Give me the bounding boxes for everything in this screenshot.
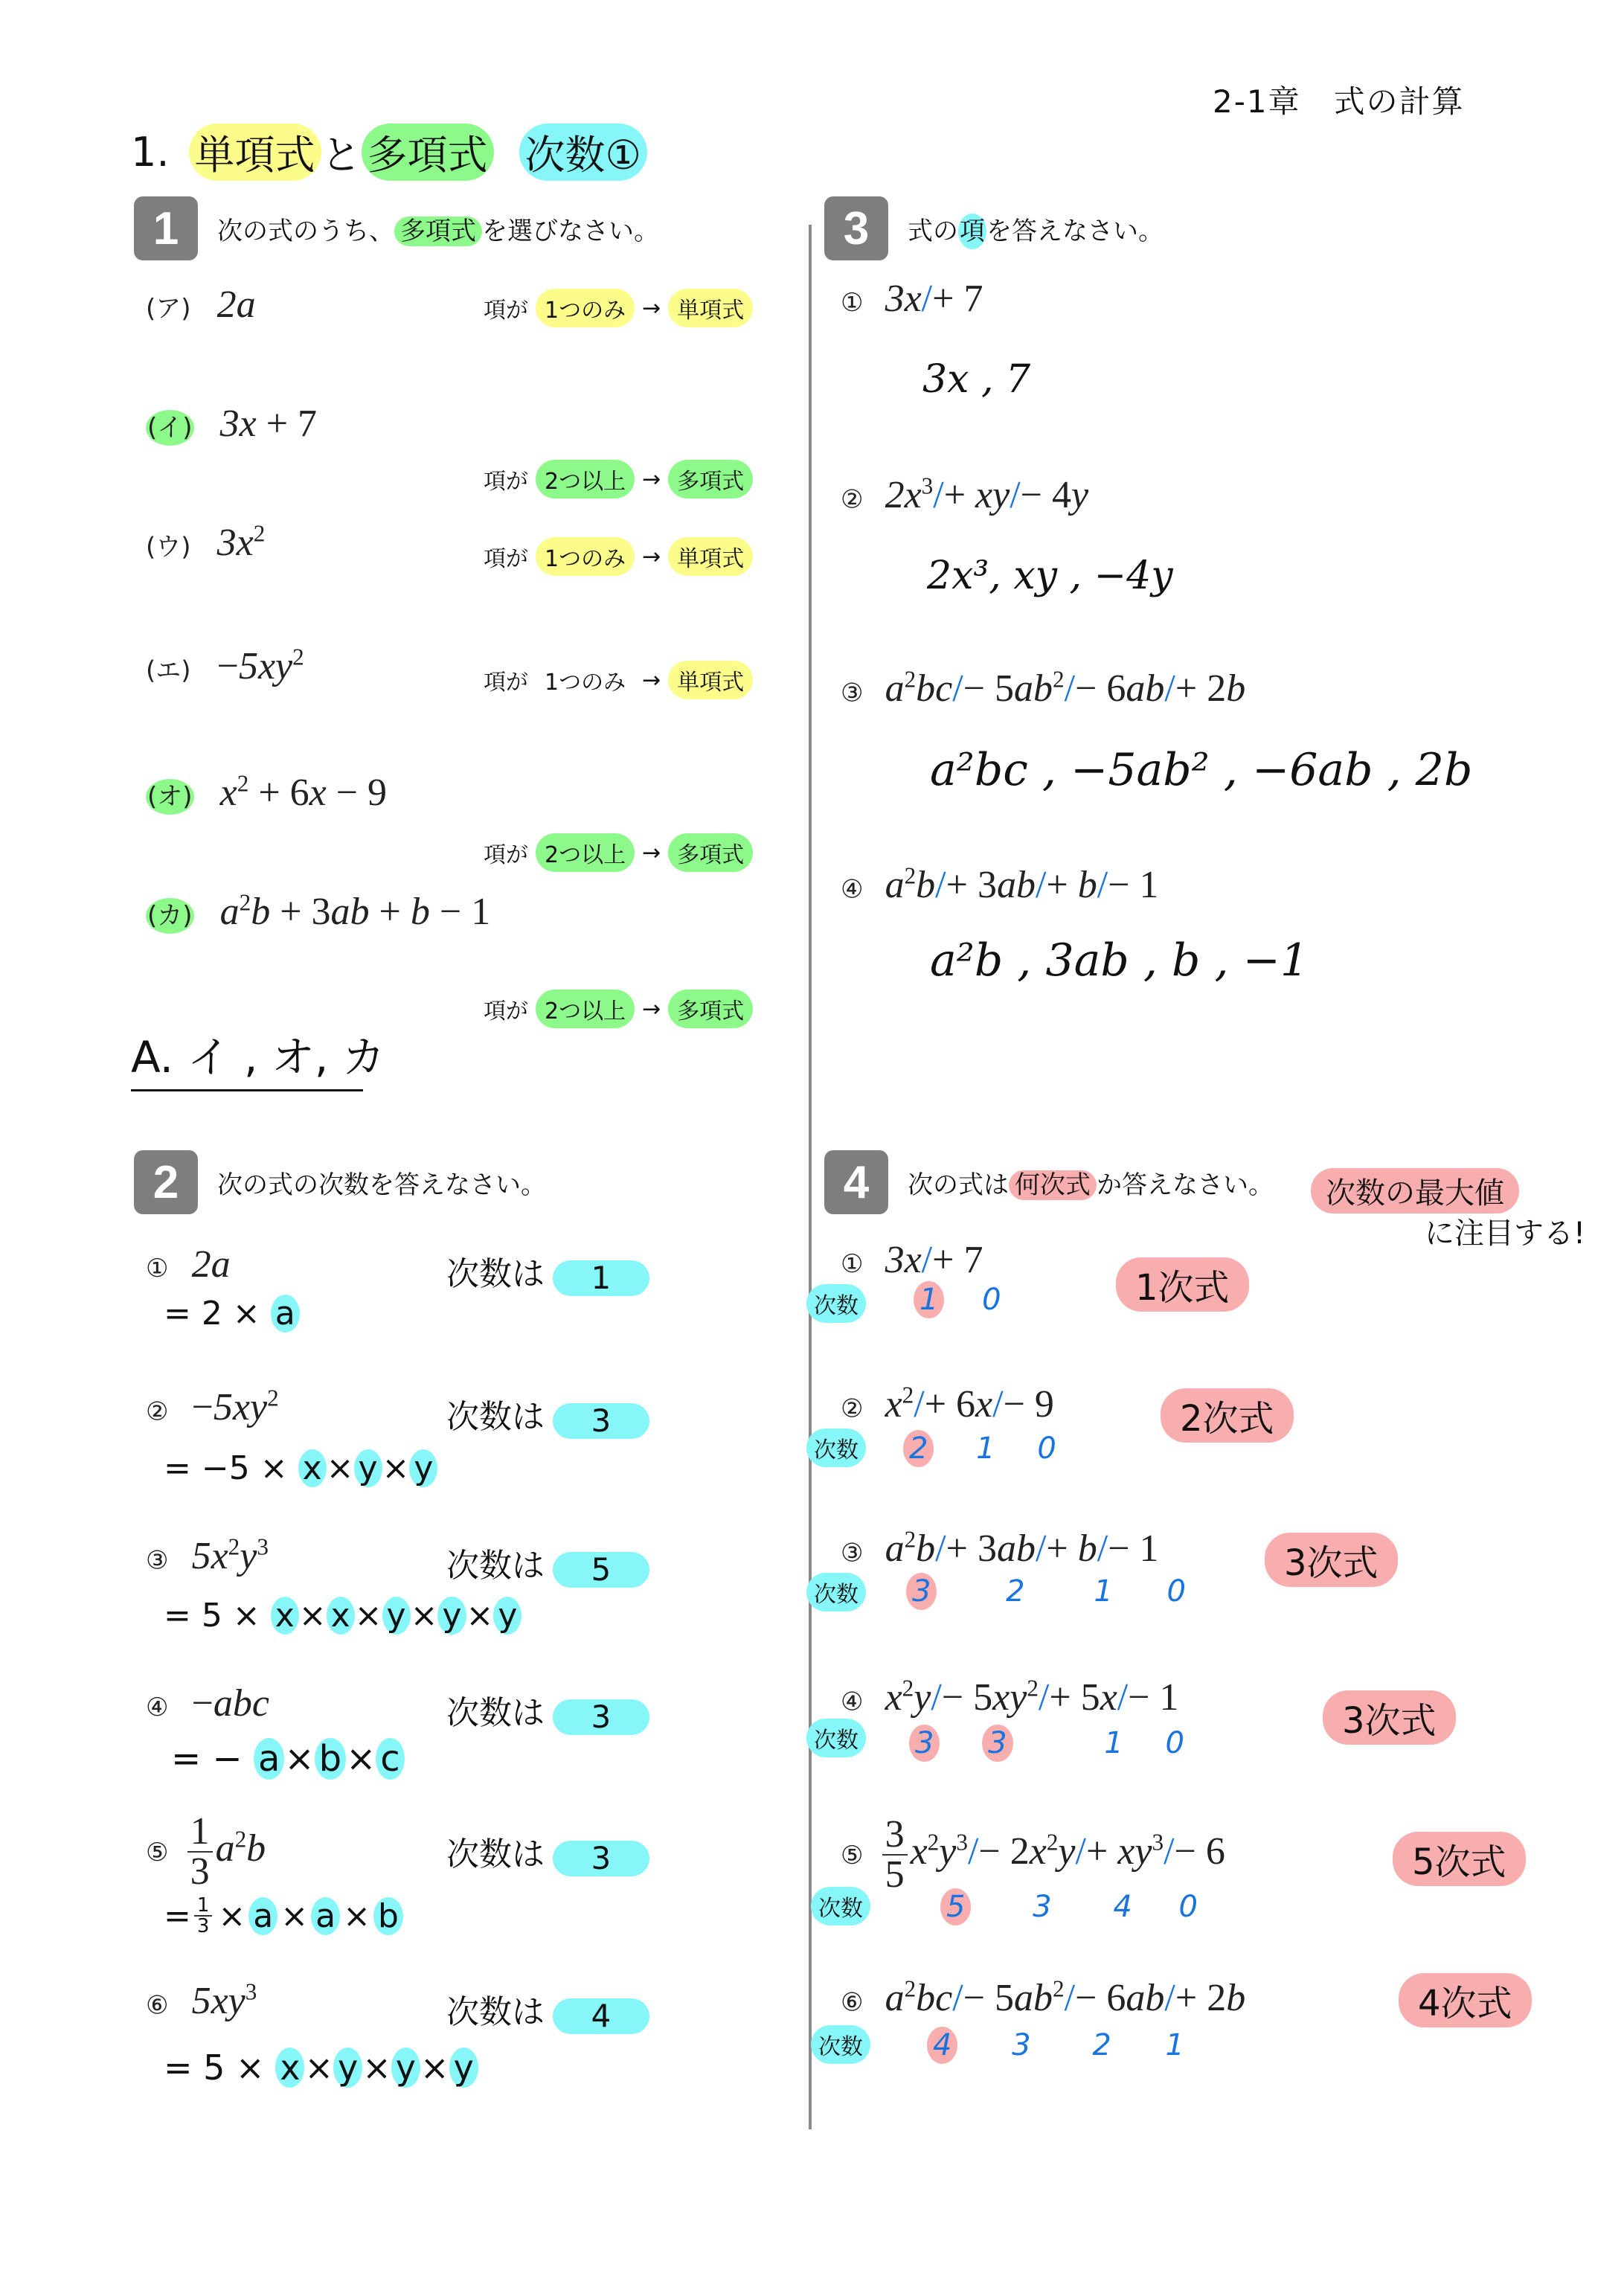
item-number: ① — [146, 1254, 169, 1283]
degree: 1 — [1165, 2028, 1184, 2062]
q2-degree-1 — [446, 1247, 649, 1296]
q1-item-u — [146, 521, 265, 565]
item-expr: $x^2/+ 6x/- 9$ — [885, 1382, 1054, 1426]
item-label: (イ) — [146, 410, 194, 446]
q1-item-ka — [146, 890, 490, 934]
degree-value: 3 — [553, 1841, 649, 1876]
q4-badge: 4 — [824, 1150, 888, 1214]
factor: y — [437, 1597, 466, 1635]
q4-degrees-1 — [914, 1283, 1001, 1317]
fraction — [187, 1812, 213, 1891]
q4-item-1 — [841, 1238, 983, 1282]
q1-note-ka — [484, 990, 753, 1028]
q2-item-6 — [146, 1979, 257, 2023]
unit-title — [131, 124, 647, 181]
note-count: 2つ以上 — [536, 833, 635, 872]
q4-degrees-3 — [906, 1574, 1186, 1609]
factor: c — [376, 1738, 404, 1780]
factor: y — [382, 1597, 411, 1635]
q1-instruction — [217, 211, 659, 247]
q4-result-4: 3次式 — [1323, 1690, 1456, 1745]
factor: y — [449, 2048, 478, 2088]
q4-result-3: 3次式 — [1265, 1533, 1398, 1587]
degree: 1 — [1094, 1574, 1113, 1609]
frac-num: 3 — [882, 1815, 908, 1856]
item-label: (ア) — [146, 294, 191, 324]
work-prefix: = 5 × — [164, 2048, 265, 2088]
note-count: 2つ以上 — [536, 990, 635, 1028]
q3-instr-post: を答えなさい。 — [986, 216, 1164, 246]
item-expr: $-5xy^2$ — [191, 1385, 279, 1429]
q2-work-3: = 5 × x × x × y × y × y — [164, 1597, 521, 1635]
item-expr: $3x^2$ — [216, 521, 266, 565]
item-expr: $a^2b/+ 3ab/+ b/- 1$ — [885, 863, 1159, 907]
note-count: 2つ以上 — [536, 460, 635, 498]
q1-note-i — [484, 460, 753, 498]
q4-degrees-4 — [909, 1726, 1184, 1760]
q2-item-2 — [146, 1385, 279, 1429]
q1-note-u — [484, 537, 753, 576]
factor: a — [271, 1295, 300, 1333]
item-number: ④ — [841, 874, 864, 905]
q3-answer-1: 3x , 7 — [922, 357, 1031, 402]
q1-header — [134, 196, 659, 260]
factor: b — [373, 1897, 403, 1935]
item-number: ⑥ — [146, 1990, 169, 2021]
degree: 0 — [982, 1283, 1001, 1317]
item-number: ② — [841, 1394, 864, 1424]
factor: y — [493, 1597, 521, 1635]
item-expr: 3x/+ 7 — [885, 1239, 983, 1281]
work-prefix: = −5 × — [164, 1449, 288, 1487]
work-prefix: = 5 × — [164, 1597, 260, 1635]
q3-instr-hl: 項 — [958, 214, 986, 249]
item-expr: $5xy^3$ — [191, 1979, 257, 2023]
degree-tag: 次数 — [811, 2025, 870, 2064]
degree: 3 — [1012, 2028, 1031, 2062]
unit-number: 1. — [131, 129, 170, 176]
q4-item-4 — [841, 1675, 1179, 1719]
item-number: ③ — [841, 1538, 864, 1568]
item-expr: $-5xy^2$ — [216, 644, 304, 688]
item-expr: 3x + 7 — [219, 403, 318, 445]
fraction — [882, 1815, 908, 1894]
factor: a — [311, 1897, 340, 1935]
degree-tag: 次数 — [806, 1719, 866, 1757]
degree-label: 次数は — [446, 1547, 545, 1585]
item-number: ④ — [841, 1687, 864, 1717]
q4-tip-rest: に注目する! — [1425, 1216, 1586, 1251]
q3-instr-pre: 式の — [908, 216, 958, 246]
factor: x — [275, 2048, 304, 2088]
degree: 0 — [1037, 1431, 1056, 1466]
q1-item-e — [146, 644, 304, 688]
item-expr: $a^2bc/- 5ab^2/- 6ab/+ 2b$ — [885, 1976, 1246, 2020]
q1-note-o — [484, 833, 753, 872]
note-result: 多項式 — [668, 460, 753, 498]
q4-degrees-5 — [940, 1890, 1198, 1924]
q4-degrees-6 — [927, 2028, 1184, 2062]
degree-label: 次数は — [446, 1694, 545, 1732]
degree: 0 — [1178, 1890, 1198, 1924]
arrow-icon: → — [642, 466, 661, 493]
degree-max: 4 — [927, 2027, 957, 2064]
q4-item-2 — [841, 1382, 1054, 1426]
q4-item-3 — [841, 1527, 1159, 1571]
degree-label: 次数は — [446, 1398, 545, 1436]
q2-work-5: = $\frac{1}{3}$ × a × a × b — [164, 1896, 403, 1936]
degree-value: 3 — [553, 1403, 649, 1439]
q4-instruction — [908, 1164, 1274, 1201]
q2-work-1 — [164, 1295, 300, 1333]
q2-instruction: 次の式の次数を答えなさい。 — [217, 1170, 546, 1200]
note-result: 単項式 — [668, 537, 753, 576]
note-result: 単項式 — [668, 661, 753, 699]
factor: b — [315, 1738, 346, 1780]
q2-degree-2 — [446, 1390, 649, 1439]
degree: 2 — [1092, 2028, 1111, 2062]
q3-header — [824, 196, 1164, 260]
item-label: (エ) — [146, 655, 191, 686]
arrow-icon: → — [642, 543, 661, 570]
q2-work-2: = −5 × x × y × y — [164, 1449, 437, 1487]
frac-num: 1 — [194, 1896, 213, 1917]
item-number: ⑤ — [841, 1840, 864, 1870]
note-count: 1つのみ — [545, 670, 626, 696]
item-expr: $5x^2y^3$ — [191, 1534, 269, 1578]
q2-degree-3 — [446, 1539, 649, 1588]
work-mid: × — [218, 1896, 246, 1935]
note-pre: 項が — [484, 842, 528, 868]
q4-degrees-2 — [903, 1431, 1056, 1466]
item-expr: $a^2bc/- 5ab^2/- 6ab/+ 2b$ — [885, 667, 1246, 711]
item-number: ② — [841, 484, 864, 515]
title-degree: 次数① — [519, 124, 647, 181]
work-prefix: = — [164, 1896, 191, 1935]
item-expr: $x^2 + 6x - 9$ — [219, 771, 388, 815]
degree-max: 5 — [940, 1888, 971, 1925]
q1-item-i — [146, 402, 317, 446]
arrow-icon: → — [642, 995, 661, 1022]
note-count: 1つのみ — [536, 537, 635, 576]
item-expr: 2a — [191, 1243, 231, 1286]
q2-item-5 — [146, 1812, 266, 1891]
item-expr: $\frac{3}{5}$ $x^2y^3/- 2x^2y/+ xy^3/- 6$ — [882, 1830, 1225, 1873]
item-number: ② — [146, 1396, 169, 1427]
q2-item-1 — [146, 1242, 231, 1286]
factor: y — [333, 2048, 362, 2088]
q1-item-o — [146, 771, 387, 815]
q4-header — [824, 1150, 1274, 1214]
degree-tag: 次数 — [811, 1887, 870, 1925]
item-expr: 2a — [216, 283, 256, 326]
item-label: (カ) — [146, 898, 194, 934]
q4-item-6 — [841, 1976, 1245, 2020]
degree-max: 3 — [906, 1573, 937, 1610]
degree-max: 3 — [909, 1725, 940, 1762]
q3-item-3 — [841, 667, 1245, 711]
q3-item-4 — [841, 863, 1159, 907]
arrow-icon: → — [642, 839, 661, 866]
q1-item-a — [146, 283, 256, 327]
title-polynomial: 多項式 — [362, 124, 494, 181]
degree-value: 5 — [553, 1552, 649, 1588]
note-pre: 項が — [484, 670, 528, 696]
item-number: ④ — [146, 1693, 169, 1722]
degree-tag: 次数 — [806, 1573, 866, 1612]
degree: 3 — [1033, 1890, 1052, 1924]
degree: 0 — [1165, 1726, 1184, 1760]
item-expr: $\frac{1}{3}$ $a^2b$ — [187, 1827, 266, 1870]
q4-result-2: 2次式 — [1161, 1388, 1294, 1443]
q3-answer-4: a²b , 3ab , b , −1 — [930, 934, 1309, 987]
factor: a — [248, 1897, 277, 1935]
q1-instr-hl: 多項式 — [394, 217, 482, 246]
q4-instr-post: か答えなさい。 — [1097, 1170, 1274, 1200]
degree: 0 — [1166, 1574, 1186, 1609]
factor: y — [354, 1449, 382, 1487]
frac-num: 1 — [187, 1812, 213, 1853]
item-number: ① — [841, 288, 864, 318]
q2-degree-4 — [446, 1686, 649, 1735]
q1-instr-pre: 次の式のうち、 — [217, 216, 394, 246]
q2-item-3 — [146, 1534, 269, 1578]
note-result: 多項式 — [668, 833, 753, 872]
q1-instr-post: を選びなさい。 — [482, 216, 659, 246]
degree: 1 — [1104, 1726, 1123, 1760]
note-count: 1つのみ — [536, 289, 635, 327]
factor: y — [391, 2048, 420, 2088]
degree-max: 3 — [982, 1725, 1012, 1762]
arrow-icon: → — [642, 295, 661, 321]
degree-max: 2 — [903, 1430, 934, 1467]
q4-instr-pre: 次の式は — [908, 1170, 1009, 1200]
degree-value: 1 — [553, 1260, 649, 1296]
factor: x — [327, 1597, 355, 1635]
fraction — [194, 1896, 213, 1936]
item-expr: $a^2b + 3ab + b - 1$ — [219, 890, 491, 934]
degree: 4 — [1113, 1890, 1132, 1924]
q1-answer: A. イ , オ, カ — [131, 1022, 363, 1091]
q3-item-2 — [841, 473, 1088, 517]
factor: a — [254, 1738, 284, 1780]
q2-badge: 2 — [134, 1150, 198, 1214]
q4-instr-hl: 何次式 — [1009, 1170, 1097, 1200]
item-expr: $2x^3/+ xy/- 4y$ — [885, 473, 1089, 517]
q4-item-5 — [841, 1815, 1225, 1894]
item-number: ⑥ — [841, 1987, 864, 2018]
degree-label: 次数は — [446, 1835, 545, 1873]
q1-badge: 1 — [134, 196, 198, 260]
frac-den: 3 — [190, 1850, 210, 1893]
q3-answer-3: a²bc , −5ab² , −6ab , 2b — [930, 744, 1473, 796]
q2-degree-5 — [446, 1827, 649, 1876]
frac-den: 3 — [196, 1915, 210, 1937]
item-expr: −abc — [191, 1682, 269, 1725]
degree-max: 1 — [914, 1281, 944, 1318]
item-label: (オ) — [146, 779, 194, 815]
item-expr: $a^2b/+ 3ab/+ b/- 1$ — [885, 1527, 1159, 1571]
q2-work-6: = 5 × x × y × y × y — [164, 2048, 478, 2088]
q2-degree-6 — [446, 1985, 649, 2034]
q3-item-1 — [841, 277, 983, 321]
q2-item-4 — [146, 1681, 269, 1725]
degree: 1 — [976, 1431, 995, 1466]
q1-note-e — [484, 661, 753, 699]
q2-header — [134, 1150, 546, 1214]
q3-answer-2: 2x³, xy , −4y — [927, 554, 1173, 598]
degree-tag: 次数 — [806, 1428, 866, 1467]
work-prefix: = 2 × — [164, 1295, 260, 1333]
degree-value: 3 — [553, 1699, 649, 1735]
work-prefix: = − — [171, 1738, 243, 1780]
q1-note-a — [484, 289, 753, 327]
item-expr: $x^2y/- 5xy^2/+ 5x/- 1$ — [885, 1675, 1179, 1719]
item-number: ③ — [841, 678, 864, 708]
degree: 2 — [1006, 1574, 1025, 1609]
arrow-icon: → — [642, 667, 661, 693]
note-result: 多項式 — [668, 990, 753, 1028]
note-result: 単項式 — [668, 289, 753, 327]
q2-work-4: = − a × b × c — [171, 1738, 405, 1780]
degree-label: 次数は — [446, 1255, 545, 1293]
factor: x — [271, 1597, 299, 1635]
factor: y — [409, 1449, 437, 1487]
q3-badge: 3 — [824, 196, 888, 260]
column-divider — [809, 225, 812, 2129]
item-number: ⑤ — [146, 1837, 169, 1867]
title-monomial: 単項式 — [189, 124, 321, 181]
item-number: ① — [841, 1249, 864, 1279]
note-pre: 項が — [484, 546, 528, 572]
note-pre: 項が — [484, 469, 528, 495]
note-pre: 項が — [484, 998, 528, 1024]
frac-den: 5 — [885, 1853, 905, 1896]
q3-instruction — [908, 211, 1164, 247]
title-connector: と — [321, 132, 362, 179]
item-number: ③ — [146, 1545, 169, 1576]
item-expr: 3x/+ 7 — [885, 278, 983, 320]
q4-result-5: 5次式 — [1393, 1832, 1526, 1886]
degree-tag: 次数 — [806, 1284, 866, 1323]
factor: x — [298, 1449, 327, 1487]
degree-label: 次数は — [446, 1993, 545, 2031]
q4-result-1: 1次式 — [1116, 1257, 1249, 1312]
chapter-title: 2-1章 式の計算 — [1213, 83, 1465, 120]
q4-tip-highlight: 次数の最大値 — [1311, 1168, 1519, 1213]
q4-result-6: 4次式 — [1399, 1973, 1532, 2027]
item-label: (ウ) — [146, 532, 191, 562]
degree-value: 4 — [553, 1998, 649, 2034]
note-pre: 項が — [484, 298, 528, 324]
